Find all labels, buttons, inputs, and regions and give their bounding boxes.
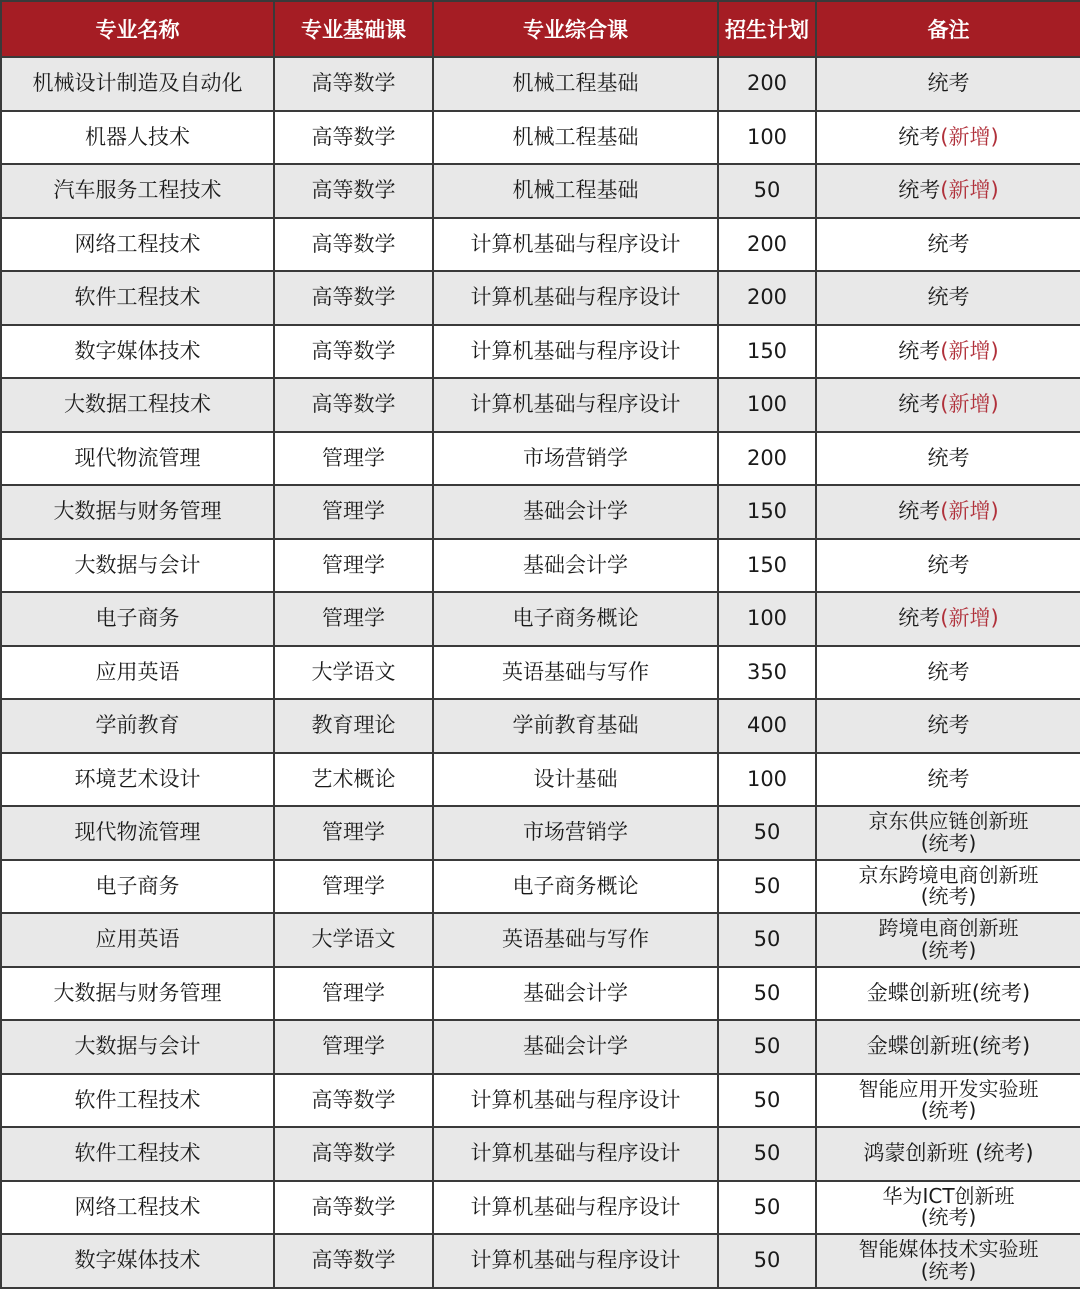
comprehensive-course-cell: 机械工程基础 [433, 111, 718, 165]
note-cell [816, 325, 1080, 379]
basic-course-cell: 管理学 [274, 967, 433, 1021]
basic-course-cell: 高等数学 [274, 1234, 433, 1288]
note-text: 华为ICT创新班 [882, 1183, 1015, 1208]
new-tag-badge: (新增) [940, 178, 999, 203]
note-cell [816, 271, 1080, 325]
comprehensive-course-cell: 英语基础与写作 [433, 913, 718, 967]
major-cell: 机器人技术 [1, 111, 274, 165]
table-row [1, 218, 1080, 272]
table-row [1, 646, 1080, 700]
major-cell: 网络工程技术 [1, 218, 274, 272]
table-row [1, 860, 1080, 914]
note-cell [816, 57, 1080, 111]
comprehensive-course-cell: 基础会计学 [433, 967, 718, 1021]
table-row [1, 1020, 1080, 1074]
note-cell [816, 432, 1080, 486]
enrollment-plan-cell: 50 [718, 806, 816, 860]
basic-course-cell: 高等数学 [274, 1127, 433, 1181]
basic-course-cell: 管理学 [274, 860, 433, 914]
enrollment-plan-cell: 200 [718, 271, 816, 325]
note-text: 京东供应链创新班 [868, 809, 1029, 834]
enrollment-plan-cell: 150 [718, 325, 816, 379]
note-cell [816, 860, 1080, 914]
major-cell: 大数据与会计 [1, 539, 274, 593]
table-row [1, 432, 1080, 486]
table-row [1, 271, 1080, 325]
basic-course-cell: 管理学 [274, 592, 433, 646]
comprehensive-course-cell: 市场营销学 [433, 432, 718, 486]
major-cell: 大数据与财务管理 [1, 967, 274, 1021]
major-cell: 大数据与财务管理 [1, 485, 274, 539]
enrollment-plan-cell: 50 [718, 1181, 816, 1235]
major-cell: 汽车服务工程技术 [1, 164, 274, 218]
table-row [1, 913, 1080, 967]
table-header-row [1, 1, 1080, 57]
note-text: 京东跨境电商创新班 [858, 862, 1039, 887]
basic-course-cell: 管理学 [274, 806, 433, 860]
basic-course-cell: 大学语文 [274, 646, 433, 700]
note-text: 金蝶创新班(统考) [866, 980, 1031, 1005]
basic-course-cell: 大学语文 [274, 913, 433, 967]
table-row [1, 753, 1080, 807]
basic-course-cell: 高等数学 [274, 57, 433, 111]
comprehensive-course-cell: 计算机基础与程序设计 [433, 1074, 718, 1128]
enrollment-plan-cell: 400 [718, 699, 816, 753]
note-cell [816, 1181, 1080, 1235]
table-row [1, 592, 1080, 646]
comprehensive-course-cell: 英语基础与写作 [433, 646, 718, 700]
note-text: 金蝶创新班(统考) [866, 1034, 1031, 1059]
note-cell [816, 913, 1080, 967]
note-text: 统考 [898, 124, 941, 149]
comprehensive-course-cell: 基础会计学 [433, 539, 718, 593]
note-cell [816, 753, 1080, 807]
comprehensive-course-cell: 学前教育基础 [433, 699, 718, 753]
major-cell: 环境艺术设计 [1, 753, 274, 807]
major-cell: 机械设计制造及自动化 [1, 57, 274, 111]
note-cell [816, 1127, 1080, 1181]
enrollment-plan-cell: 50 [718, 967, 816, 1021]
enrollment-plan-cell: 50 [718, 1074, 816, 1128]
comprehensive-course-cell: 市场营销学 [433, 806, 718, 860]
enrollment-plan-cell: 100 [718, 592, 816, 646]
comprehensive-course-cell: 机械工程基础 [433, 57, 718, 111]
enrollment-plan-cell: 50 [718, 913, 816, 967]
table-row [1, 699, 1080, 753]
enrollment-plan-cell: 200 [718, 218, 816, 272]
new-tag-badge: (新增) [940, 338, 999, 363]
major-cell: 电子商务 [1, 860, 274, 914]
note-cell [816, 164, 1080, 218]
note-cell [816, 539, 1080, 593]
new-tag-badge: (新增) [940, 606, 999, 631]
note-cell [816, 485, 1080, 539]
note-text: 统考 [898, 499, 941, 524]
header-basic-course: 专业基础课 [274, 1, 433, 57]
major-cell: 应用英语 [1, 646, 274, 700]
header-note: 备注 [816, 1, 1080, 57]
note-text-line2: (统考) [920, 830, 977, 855]
comprehensive-course-cell: 计算机基础与程序设计 [433, 1234, 718, 1288]
note-text: 统考 [927, 713, 970, 738]
comprehensive-course-cell: 电子商务概论 [433, 860, 718, 914]
table-row [1, 1127, 1080, 1181]
major-cell: 应用英语 [1, 913, 274, 967]
major-cell: 软件工程技术 [1, 271, 274, 325]
major-cell: 网络工程技术 [1, 1181, 274, 1235]
note-cell [816, 806, 1080, 860]
note-text: 统考 [898, 178, 941, 203]
note-text-line2: (统考) [920, 937, 977, 962]
table-row [1, 57, 1080, 111]
comprehensive-course-cell: 计算机基础与程序设计 [433, 1127, 718, 1181]
basic-course-cell: 高等数学 [274, 1074, 433, 1128]
enrollment-plan-cell: 50 [718, 1020, 816, 1074]
comprehensive-course-cell: 设计基础 [433, 753, 718, 807]
enrollment-plan-cell: 150 [718, 485, 816, 539]
table-row [1, 806, 1080, 860]
note-text: 统考 [927, 445, 970, 470]
major-cell: 数字媒体技术 [1, 325, 274, 379]
enrollment-plan-cell: 150 [718, 539, 816, 593]
note-text: 智能应用开发实验班 [858, 1076, 1039, 1101]
basic-course-cell: 管理学 [274, 1020, 433, 1074]
note-text: 智能媒体技术实验班 [858, 1237, 1039, 1262]
header-comprehensive-course: 专业综合课 [433, 1, 718, 57]
new-tag-badge: (新增) [940, 392, 999, 417]
basic-course-cell: 高等数学 [274, 1181, 433, 1235]
comprehensive-course-cell: 基础会计学 [433, 485, 718, 539]
note-text: 跨境电商创新班 [878, 916, 1019, 941]
note-cell [816, 646, 1080, 700]
major-cell: 大数据与会计 [1, 1020, 274, 1074]
note-cell [816, 699, 1080, 753]
note-text-line2: (统考) [920, 1205, 977, 1230]
comprehensive-course-cell: 电子商务概论 [433, 592, 718, 646]
major-cell: 电子商务 [1, 592, 274, 646]
enrollment-plan-cell: 50 [718, 164, 816, 218]
note-text: 统考 [927, 231, 970, 256]
basic-course-cell: 教育理论 [274, 699, 433, 753]
note-cell [816, 1020, 1080, 1074]
table-row [1, 967, 1080, 1021]
basic-course-cell: 高等数学 [274, 111, 433, 165]
comprehensive-course-cell: 计算机基础与程序设计 [433, 1181, 718, 1235]
basic-course-cell: 艺术概论 [274, 753, 433, 807]
major-cell: 现代物流管理 [1, 806, 274, 860]
major-cell: 学前教育 [1, 699, 274, 753]
table-row [1, 1181, 1080, 1235]
comprehensive-course-cell: 计算机基础与程序设计 [433, 271, 718, 325]
new-tag-badge: (新增) [940, 499, 999, 524]
note-text: 统考 [927, 552, 970, 577]
note-text: 统考 [927, 285, 970, 310]
basic-course-cell: 管理学 [274, 485, 433, 539]
note-text: 统考 [898, 338, 941, 363]
new-tag-badge: (新增) [940, 124, 999, 149]
comprehensive-course-cell: 计算机基础与程序设计 [433, 325, 718, 379]
enrollment-plan-cell: 50 [718, 1234, 816, 1288]
note-text: 统考 [927, 71, 970, 96]
table-row [1, 164, 1080, 218]
table-row [1, 378, 1080, 432]
header-major: 专业名称 [1, 1, 274, 57]
table-row [1, 1074, 1080, 1128]
basic-course-cell: 高等数学 [274, 325, 433, 379]
comprehensive-course-cell: 基础会计学 [433, 1020, 718, 1074]
note-text: 统考 [927, 766, 970, 791]
note-cell [816, 218, 1080, 272]
table-body [1, 57, 1080, 1288]
basic-course-cell: 高等数学 [274, 378, 433, 432]
enrollment-plan-cell: 200 [718, 432, 816, 486]
table-row [1, 485, 1080, 539]
enrollment-plan-cell: 50 [718, 860, 816, 914]
comprehensive-course-cell: 计算机基础与程序设计 [433, 218, 718, 272]
note-cell [816, 111, 1080, 165]
note-text: 统考 [898, 392, 941, 417]
table-row [1, 539, 1080, 593]
note-text-line2: (统考) [920, 884, 977, 909]
enrollment-plan-cell: 100 [718, 111, 816, 165]
note-text-line2: (统考) [920, 1258, 977, 1283]
table-row [1, 111, 1080, 165]
note-text-line2: (统考) [920, 1098, 977, 1123]
major-cell: 软件工程技术 [1, 1127, 274, 1181]
note-cell [816, 378, 1080, 432]
major-cell: 数字媒体技术 [1, 1234, 274, 1288]
basic-course-cell: 管理学 [274, 432, 433, 486]
note-cell [816, 1234, 1080, 1288]
enrollment-plan-cell: 200 [718, 57, 816, 111]
note-text: 鸿蒙创新班 (统考) [863, 1141, 1034, 1166]
note-cell [816, 592, 1080, 646]
table-row [1, 1234, 1080, 1288]
enrollment-plan-cell: 350 [718, 646, 816, 700]
major-cell: 现代物流管理 [1, 432, 274, 486]
major-cell: 大数据工程技术 [1, 378, 274, 432]
table-row [1, 325, 1080, 379]
note-cell [816, 1074, 1080, 1128]
basic-course-cell: 高等数学 [274, 164, 433, 218]
basic-course-cell: 管理学 [274, 539, 433, 593]
note-text: 统考 [898, 606, 941, 631]
header-enrollment-plan: 招生计划 [718, 1, 816, 57]
major-cell: 软件工程技术 [1, 1074, 274, 1128]
basic-course-cell: 高等数学 [274, 271, 433, 325]
comprehensive-course-cell: 计算机基础与程序设计 [433, 378, 718, 432]
enrollment-plan-cell: 50 [718, 1127, 816, 1181]
enrollment-plan-cell: 100 [718, 753, 816, 807]
basic-course-cell: 高等数学 [274, 218, 433, 272]
note-cell [816, 967, 1080, 1021]
enrollment-plan-cell: 100 [718, 378, 816, 432]
comprehensive-course-cell: 机械工程基础 [433, 164, 718, 218]
note-text: 统考 [927, 659, 970, 684]
